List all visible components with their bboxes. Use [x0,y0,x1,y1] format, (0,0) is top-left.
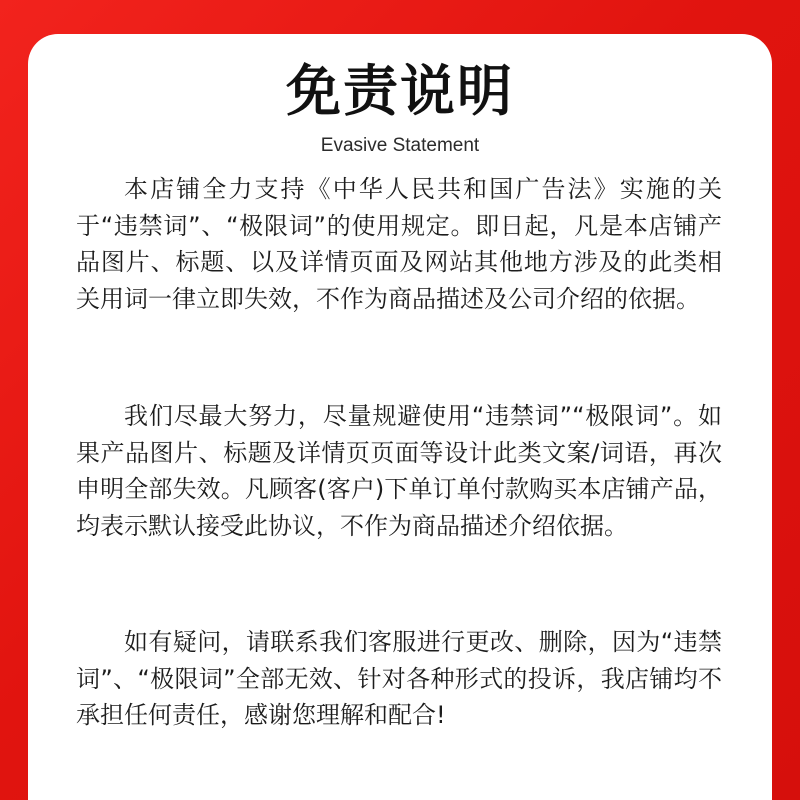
statement-paragraph-2: 我们尽最大努力，尽量规避使用“违禁词”“极限词”。如果产品图片、标题及详情页页面等设计此类文案/词语，再次申明全部失效。凡顾客(客户)下单订单付款购买本店铺产品，均表示默认接受此协议，不作为商品描述介绍依据。 [76,402,722,540]
statement-card [28,34,772,800]
statement-paragraph-3: 如有疑问，请联系我们客服进行更改、删除，因为“违禁词”、“极限词”全部无效、针对各种形式的投诉，我店铺均不承担任何责任，感谢您理解和配合! [76,628,722,729]
statement-paragraph-1: 本店铺全力支持《中华人民共和国广告法》实施的关于“违禁词”、“极限词”的使用规定。即日起，凡是本店铺产品图片、标题、以及详情页面及网站其他地方涉及的此类相关用词一律立即失效，不作为商品描述及公司介绍的依据。 [76,175,722,313]
page-subtitle: Evasive Statement [320,135,480,156]
page-title: 免责说明 [285,59,514,123]
